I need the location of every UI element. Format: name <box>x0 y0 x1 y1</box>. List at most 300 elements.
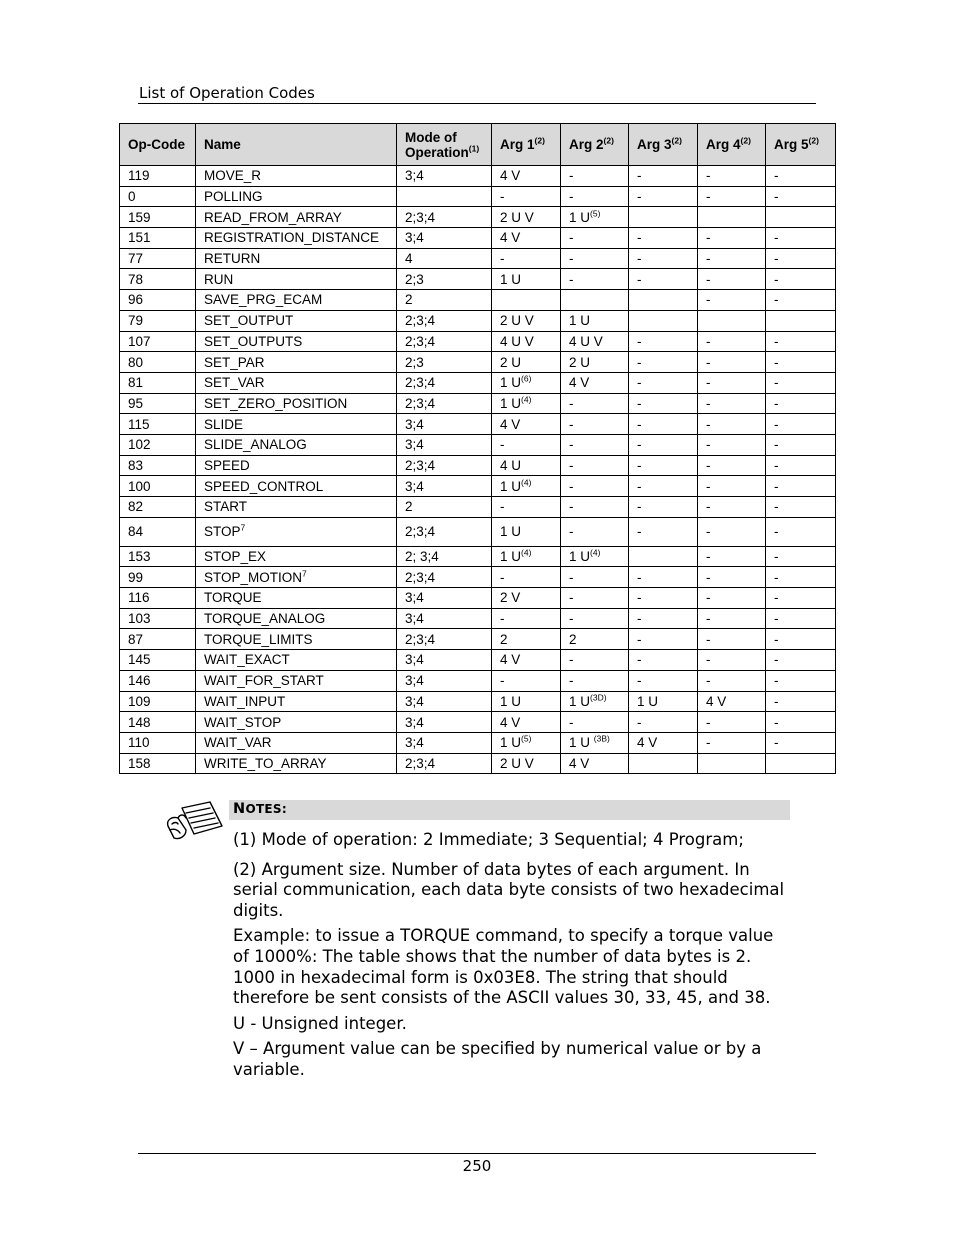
cell-arg2 <box>561 186 629 207</box>
cell-mode <box>397 753 492 774</box>
cell-arg1-text: 4 V <box>500 416 521 432</box>
cell-arg3 <box>629 269 698 290</box>
cell-arg3 <box>629 372 698 393</box>
cell-arg2 <box>561 608 629 629</box>
cell-arg3-text: - <box>637 189 642 205</box>
col-header-arg5-footnote: (2) <box>808 135 819 146</box>
cell-opcode-text: 151 <box>128 230 151 246</box>
cell-name <box>196 372 397 393</box>
col-header-mode-line2: Operation <box>405 144 469 160</box>
cell-arg1-footnote: (4) <box>521 477 532 488</box>
cell-mode <box>397 166 492 187</box>
col-header-arg2 <box>561 124 629 166</box>
cell-arg5-text: - <box>774 437 779 453</box>
cell-arg4-text: - <box>706 499 711 515</box>
cell-arg3 <box>629 546 698 567</box>
cell-arg4 <box>698 310 766 331</box>
table-row <box>120 608 836 629</box>
cell-arg3-text: - <box>637 251 642 267</box>
cell-arg1 <box>492 670 561 691</box>
cell-name-text: STOP <box>204 524 241 540</box>
cell-arg5-text: - <box>774 416 779 432</box>
cell-name-text: TORQUE_LIMITS <box>204 631 313 647</box>
cell-name <box>196 497 397 518</box>
notes-heading-initial: N <box>233 801 246 817</box>
cell-arg5 <box>766 567 836 588</box>
cell-arg2 <box>561 331 629 352</box>
cell-opcode <box>120 228 196 249</box>
cell-arg3 <box>629 670 698 691</box>
cell-arg3 <box>629 331 698 352</box>
cell-arg4 <box>698 753 766 774</box>
table-row <box>120 691 836 712</box>
cell-opcode-text: 146 <box>128 673 151 689</box>
cell-arg2 <box>561 434 629 455</box>
cell-arg1 <box>492 608 561 629</box>
cell-arg5 <box>766 207 836 228</box>
cell-arg2 <box>561 228 629 249</box>
cell-opcode-text: 116 <box>128 590 150 606</box>
table-row <box>120 331 836 352</box>
cell-arg2-text: - <box>569 457 574 473</box>
note-mode-of-operation: (1) Mode of operation: 2 Immediate; 3 Sequential; 4 Program; <box>233 830 744 849</box>
header-divider <box>138 103 816 104</box>
cell-arg4 <box>698 228 766 249</box>
cell-arg4 <box>698 691 766 712</box>
cell-name <box>196 207 397 228</box>
cell-mode <box>397 228 492 249</box>
cell-mode-text: 2 <box>405 499 413 515</box>
cell-arg4-text: - <box>706 395 711 411</box>
cell-arg5 <box>766 629 836 650</box>
cell-opcode <box>120 166 196 187</box>
cell-mode-text: 2;3;4 <box>405 457 436 473</box>
cell-arg3 <box>629 629 698 650</box>
cell-arg1 <box>492 629 561 650</box>
cell-opcode-text: 0 <box>128 189 136 205</box>
cell-arg4-text: - <box>706 524 711 540</box>
table-row <box>120 497 836 518</box>
cell-arg5-text: - <box>774 395 779 411</box>
cell-arg4-text: - <box>706 416 711 432</box>
col-header-arg3-label: Arg 3 <box>637 137 672 152</box>
cell-arg3-text: - <box>637 631 642 647</box>
cell-mode-text: 2;3;4 <box>405 395 436 411</box>
cell-arg4-text: - <box>706 478 711 494</box>
cell-mode <box>397 629 492 650</box>
cell-arg3-text: - <box>637 271 642 287</box>
cell-arg5 <box>766 414 836 435</box>
cell-arg3-text: - <box>637 714 642 730</box>
cell-opcode-text: 109 <box>128 693 151 709</box>
cell-opcode <box>120 650 196 671</box>
cell-mode <box>397 248 492 269</box>
notes-heading-rest: OTES: <box>245 802 287 816</box>
cell-arg5 <box>766 352 836 373</box>
cell-arg2-text: - <box>569 189 574 205</box>
cell-arg5-text: - <box>774 168 779 184</box>
cell-name <box>196 732 397 753</box>
cell-mode-text: 3;4 <box>405 693 424 709</box>
cell-name <box>196 567 397 588</box>
cell-arg5 <box>766 331 836 352</box>
cell-name <box>196 546 397 567</box>
cell-arg3 <box>629 588 698 609</box>
cell-arg2 <box>561 732 629 753</box>
cell-arg4-text: - <box>706 251 711 267</box>
cell-name <box>196 269 397 290</box>
cell-mode-text: 3;4 <box>405 652 424 668</box>
cell-arg3-text: - <box>637 395 642 411</box>
table-row <box>120 588 836 609</box>
cell-mode <box>397 517 492 546</box>
cell-opcode-text: 78 <box>128 271 144 287</box>
table-row <box>120 434 836 455</box>
cell-arg2-text: - <box>569 673 574 689</box>
cell-name-text: MOVE_R <box>204 168 262 184</box>
cell-arg2-text: 4 V <box>569 755 590 771</box>
cell-arg2-text: - <box>569 271 574 287</box>
cell-arg1 <box>492 546 561 567</box>
cell-name-text: TORQUE_ANALOG <box>204 611 326 627</box>
cell-name <box>196 166 397 187</box>
cell-arg5 <box>766 372 836 393</box>
cell-arg4 <box>698 414 766 435</box>
cell-opcode-text: 83 <box>128 457 144 473</box>
cell-opcode <box>120 753 196 774</box>
table-row <box>120 352 836 373</box>
cell-mode <box>397 650 492 671</box>
cell-arg4-text: - <box>706 457 711 473</box>
cell-arg5-text: - <box>774 611 779 627</box>
col-header-arg4 <box>698 124 766 166</box>
cell-arg4 <box>698 393 766 414</box>
cell-opcode <box>120 691 196 712</box>
cell-name <box>196 517 397 546</box>
cell-arg4 <box>698 186 766 207</box>
page-number: 250 <box>462 1157 492 1175</box>
cell-arg5 <box>766 186 836 207</box>
cell-opcode <box>120 207 196 228</box>
table-row <box>120 567 836 588</box>
cell-arg2 <box>561 567 629 588</box>
cell-arg3-text: - <box>637 457 642 473</box>
cell-opcode <box>120 629 196 650</box>
cell-name-text: SPEED_CONTROL <box>204 478 324 494</box>
cell-arg1-text: 4 V <box>500 230 521 246</box>
cell-mode <box>397 670 492 691</box>
cell-name-text: WAIT_FOR_START <box>204 673 324 689</box>
col-header-mode-line1: Mode of <box>405 129 457 145</box>
cell-arg3 <box>629 517 698 546</box>
cell-name-text: STOP_MOTION <box>204 569 303 585</box>
cell-arg3-text: - <box>637 230 642 246</box>
cell-arg1-text: - <box>500 437 505 453</box>
cell-opcode <box>120 393 196 414</box>
cell-arg2 <box>561 372 629 393</box>
cell-mode-text: 3;4 <box>405 673 424 689</box>
cell-arg2-text: - <box>569 611 574 627</box>
cell-arg3 <box>629 352 698 373</box>
cell-arg1 <box>492 393 561 414</box>
cell-arg1-text: - <box>500 569 505 585</box>
cell-mode <box>397 567 492 588</box>
note-argument-size: (2) Argument size. Number of data bytes of each argument. In serial communication, each data byte consists of two hexadecimal digits. <box>233 859 785 920</box>
cell-arg5-text: - <box>774 590 779 606</box>
cell-mode-text: 4 <box>405 251 413 267</box>
col-header-name: Name <box>196 124 397 166</box>
cell-arg2-footnote: (3B) <box>593 733 610 744</box>
table-row <box>120 414 836 435</box>
cell-arg4-text: - <box>706 673 711 689</box>
cell-arg3 <box>629 732 698 753</box>
cell-name <box>196 310 397 331</box>
cell-arg2 <box>561 497 629 518</box>
cell-name <box>196 691 397 712</box>
cell-name-footnote: 7 <box>302 568 307 579</box>
cell-arg3-text: - <box>637 499 642 515</box>
cell-arg4 <box>698 546 766 567</box>
cell-arg2 <box>561 290 629 311</box>
table-row <box>120 228 836 249</box>
cell-arg1-text: 1 U <box>500 735 522 751</box>
cell-opcode-text: 115 <box>128 416 150 432</box>
cell-arg3 <box>629 497 698 518</box>
cell-mode-text: 2;3;4 <box>405 524 436 540</box>
cell-name-text: TORQUE <box>204 590 262 606</box>
cell-arg5-text: - <box>774 652 779 668</box>
cell-arg3 <box>629 691 698 712</box>
cell-opcode <box>120 588 196 609</box>
cell-arg4 <box>698 352 766 373</box>
cell-arg2-text: 1 U <box>569 549 591 565</box>
cell-arg1 <box>492 455 561 476</box>
cell-arg5-text: - <box>774 457 779 473</box>
cell-arg2-footnote: (3D) <box>590 692 607 703</box>
cell-arg5 <box>766 166 836 187</box>
cell-arg3-text: - <box>637 590 642 606</box>
cell-arg2-footnote: (5) <box>590 208 601 219</box>
table-row <box>120 670 836 691</box>
cell-arg1 <box>492 207 561 228</box>
cell-opcode-text: 96 <box>128 292 144 308</box>
cell-arg4 <box>698 476 766 497</box>
cell-arg5 <box>766 670 836 691</box>
cell-mode-text: 3;4 <box>405 714 424 730</box>
cell-arg2-text: - <box>569 437 574 453</box>
cell-arg1 <box>492 517 561 546</box>
cell-arg4-text: - <box>706 375 711 391</box>
cell-arg1 <box>492 269 561 290</box>
cell-mode-text: 2;3;4 <box>405 333 436 349</box>
cell-arg2 <box>561 670 629 691</box>
table-row <box>120 712 836 733</box>
cell-opcode <box>120 434 196 455</box>
cell-arg5 <box>766 434 836 455</box>
cell-mode <box>397 372 492 393</box>
cell-opcode <box>120 248 196 269</box>
cell-opcode <box>120 732 196 753</box>
cell-mode <box>397 186 492 207</box>
cell-mode-text: 2; 3;4 <box>405 549 439 565</box>
cell-mode <box>397 434 492 455</box>
col-header-arg5-label: Arg 5 <box>774 137 809 152</box>
cell-name-text: POLLING <box>204 189 263 205</box>
cell-name-text: RUN <box>204 271 234 287</box>
cell-arg4-text: - <box>706 549 711 565</box>
cell-opcode <box>120 186 196 207</box>
cell-mode <box>397 712 492 733</box>
cell-arg1 <box>492 753 561 774</box>
cell-name-text: START <box>204 499 248 515</box>
cell-arg1 <box>492 732 561 753</box>
table-header-row <box>120 124 836 166</box>
cell-name <box>196 331 397 352</box>
cell-opcode-text: 110 <box>128 735 150 751</box>
cell-arg4 <box>698 567 766 588</box>
cell-arg3 <box>629 310 698 331</box>
cell-opcode <box>120 497 196 518</box>
cell-arg4-text: - <box>706 230 711 246</box>
cell-mode-text: 2;3 <box>405 354 424 370</box>
cell-arg2 <box>561 753 629 774</box>
cell-name <box>196 588 397 609</box>
cell-arg1 <box>492 691 561 712</box>
cell-arg1-text: 1 U <box>500 375 522 391</box>
cell-arg3-text: - <box>637 416 642 432</box>
cell-arg1-text: 2 U V <box>500 755 534 771</box>
cell-arg2 <box>561 455 629 476</box>
col-header-arg4-footnote: (2) <box>740 135 751 146</box>
cell-arg4 <box>698 670 766 691</box>
cell-name-text: SET_OUTPUTS <box>204 333 303 349</box>
table-row <box>120 546 836 567</box>
cell-opcode <box>120 567 196 588</box>
cell-arg4 <box>698 269 766 290</box>
cell-opcode-text: 107 <box>128 333 151 349</box>
cell-arg5 <box>766 517 836 546</box>
cell-name-text: WAIT_VAR <box>204 735 272 751</box>
table-row <box>120 290 836 311</box>
cell-arg3 <box>629 248 698 269</box>
cell-arg1 <box>492 497 561 518</box>
cell-opcode-text: 103 <box>128 611 151 627</box>
cell-name <box>196 629 397 650</box>
cell-opcode <box>120 712 196 733</box>
cell-arg3-text: - <box>637 168 642 184</box>
running-header-title: List of Operation Codes <box>139 84 315 102</box>
cell-name-text: SET_OUTPUT <box>204 313 294 329</box>
col-header-arg1-label: Arg 1 <box>500 137 535 152</box>
cell-name-footnote: 7 <box>240 522 246 533</box>
cell-arg5 <box>766 310 836 331</box>
cell-arg3-text: - <box>637 611 642 627</box>
cell-name <box>196 650 397 671</box>
cell-arg4 <box>698 207 766 228</box>
cell-name <box>196 393 397 414</box>
cell-arg2-text: - <box>569 714 574 730</box>
cell-arg2-text: - <box>569 251 574 267</box>
cell-arg4 <box>698 166 766 187</box>
cell-mode-text: 2;3 <box>405 271 424 287</box>
table-row <box>120 186 836 207</box>
cell-opcode-text: 145 <box>128 652 151 668</box>
cell-arg5-text: - <box>774 569 779 585</box>
cell-arg2 <box>561 310 629 331</box>
cell-arg4 <box>698 650 766 671</box>
cell-arg3-text: - <box>637 354 642 370</box>
cell-arg1 <box>492 186 561 207</box>
cell-mode-text: 3;4 <box>405 590 424 606</box>
cell-arg2-text: - <box>569 416 574 432</box>
cell-mode <box>397 588 492 609</box>
cell-opcode <box>120 670 196 691</box>
cell-name <box>196 753 397 774</box>
cell-opcode <box>120 455 196 476</box>
cell-arg5 <box>766 732 836 753</box>
cell-arg3-text: 4 V <box>637 735 658 751</box>
cell-name <box>196 228 397 249</box>
cell-arg4 <box>698 248 766 269</box>
cell-arg5 <box>766 290 836 311</box>
cell-arg1-text: - <box>500 189 505 205</box>
cell-arg5 <box>766 753 836 774</box>
cell-name-text: SPEED <box>204 457 250 473</box>
cell-mode <box>397 393 492 414</box>
cell-arg2-text: 4 V <box>569 375 590 391</box>
cell-arg1-text: - <box>500 251 505 267</box>
cell-arg5-text: - <box>774 251 779 267</box>
cell-name <box>196 712 397 733</box>
cell-opcode-text: 153 <box>128 549 151 565</box>
cell-arg1 <box>492 352 561 373</box>
cell-arg4-text: - <box>706 569 711 585</box>
cell-arg2-text: - <box>569 395 574 411</box>
cell-arg3-text: - <box>637 569 642 585</box>
cell-arg3 <box>629 476 698 497</box>
cell-arg3 <box>629 290 698 311</box>
cell-arg1-text: - <box>500 499 505 515</box>
cell-mode <box>397 414 492 435</box>
col-header-arg1 <box>492 124 561 166</box>
cell-opcode <box>120 352 196 373</box>
cell-arg4 <box>698 372 766 393</box>
cell-arg4-text: - <box>706 271 711 287</box>
cell-arg3-text: 1 U <box>637 693 659 709</box>
cell-name <box>196 186 397 207</box>
cell-arg1-text: 2 U V <box>500 313 534 329</box>
cell-opcode <box>120 372 196 393</box>
cell-arg4-text: - <box>706 437 711 453</box>
table-row <box>120 753 836 774</box>
col-header-arg2-label: Arg 2 <box>569 137 604 152</box>
cell-arg1-text: 1 U <box>500 549 522 565</box>
cell-arg3 <box>629 186 698 207</box>
cell-arg5-text: - <box>774 499 779 515</box>
cell-arg4 <box>698 712 766 733</box>
cell-arg4-text: - <box>706 714 711 730</box>
cell-arg1 <box>492 476 561 497</box>
cell-mode <box>397 691 492 712</box>
cell-name <box>196 455 397 476</box>
cell-mode <box>397 497 492 518</box>
cell-arg4-text: - <box>706 611 711 627</box>
cell-arg2-text: - <box>569 590 574 606</box>
cell-opcode-text: 158 <box>128 755 151 771</box>
cell-arg4 <box>698 732 766 753</box>
cell-name <box>196 414 397 435</box>
cell-arg5 <box>766 691 836 712</box>
